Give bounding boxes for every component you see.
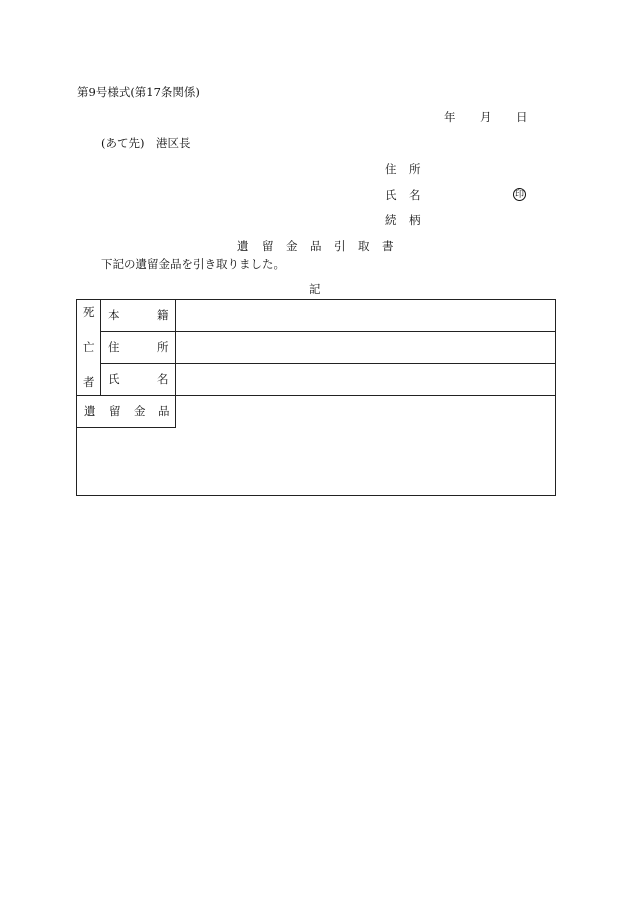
title-char-5: 引	[334, 239, 346, 253]
title-char-7: 書	[382, 239, 394, 253]
deceased-char-3: 者	[83, 375, 95, 389]
statement: 下記の遺留金品を引き取りました。	[101, 257, 285, 271]
applicant-address-label-2: 所	[409, 162, 421, 176]
row-address-value[interactable]	[181, 342, 549, 356]
items-label-3: 金	[134, 404, 146, 418]
title-char-1: 遺	[237, 239, 249, 253]
title-char-2: 留	[262, 239, 274, 253]
row-name-label-2: 名	[157, 372, 169, 386]
row-name-value[interactable]	[181, 374, 549, 388]
items-label-2: 留	[109, 404, 121, 418]
items-label-1: 遺	[84, 404, 96, 418]
applicant-relation-label-2: 柄	[409, 213, 421, 227]
row-honseki-label-2: 籍	[157, 308, 169, 322]
seal-mark: 印	[514, 190, 524, 200]
divider-deceased-col	[100, 300, 101, 395]
divider-items-label-bottom	[77, 427, 176, 428]
row-address-label-1: 住	[108, 340, 120, 354]
applicant-name-label-2: 名	[409, 188, 421, 202]
row-honseki-value[interactable]	[181, 310, 549, 324]
items-value[interactable]	[181, 404, 549, 489]
applicant-relation-label-1: 続	[385, 213, 397, 227]
divider-row-1	[100, 331, 555, 332]
date-month: 月	[480, 110, 492, 124]
items-label-4: 品	[158, 404, 170, 418]
title-char-3: 金	[286, 239, 298, 253]
title-char-6: 取	[358, 239, 370, 253]
divider-row-2	[100, 363, 555, 364]
applicant-address-label-1: 住	[385, 162, 397, 176]
row-honseki-label-1: 本	[108, 308, 120, 322]
row-address-label-2: 所	[157, 340, 169, 354]
date-year: 年	[444, 110, 456, 124]
deceased-char-1: 死	[83, 305, 95, 319]
addressee: (あて先) 港区長	[101, 136, 191, 150]
form-number: 第9号様式(第17条関係)	[77, 85, 200, 99]
record-table	[76, 299, 556, 496]
deceased-char-2: 亡	[83, 340, 95, 354]
applicant-name-label-1: 氏	[385, 188, 397, 202]
divider-row-3	[77, 395, 555, 396]
row-name-label-1: 氏	[108, 372, 120, 386]
ki-heading: 記	[309, 282, 321, 296]
title-char-4: 品	[310, 239, 322, 253]
date-day: 日	[516, 110, 528, 124]
